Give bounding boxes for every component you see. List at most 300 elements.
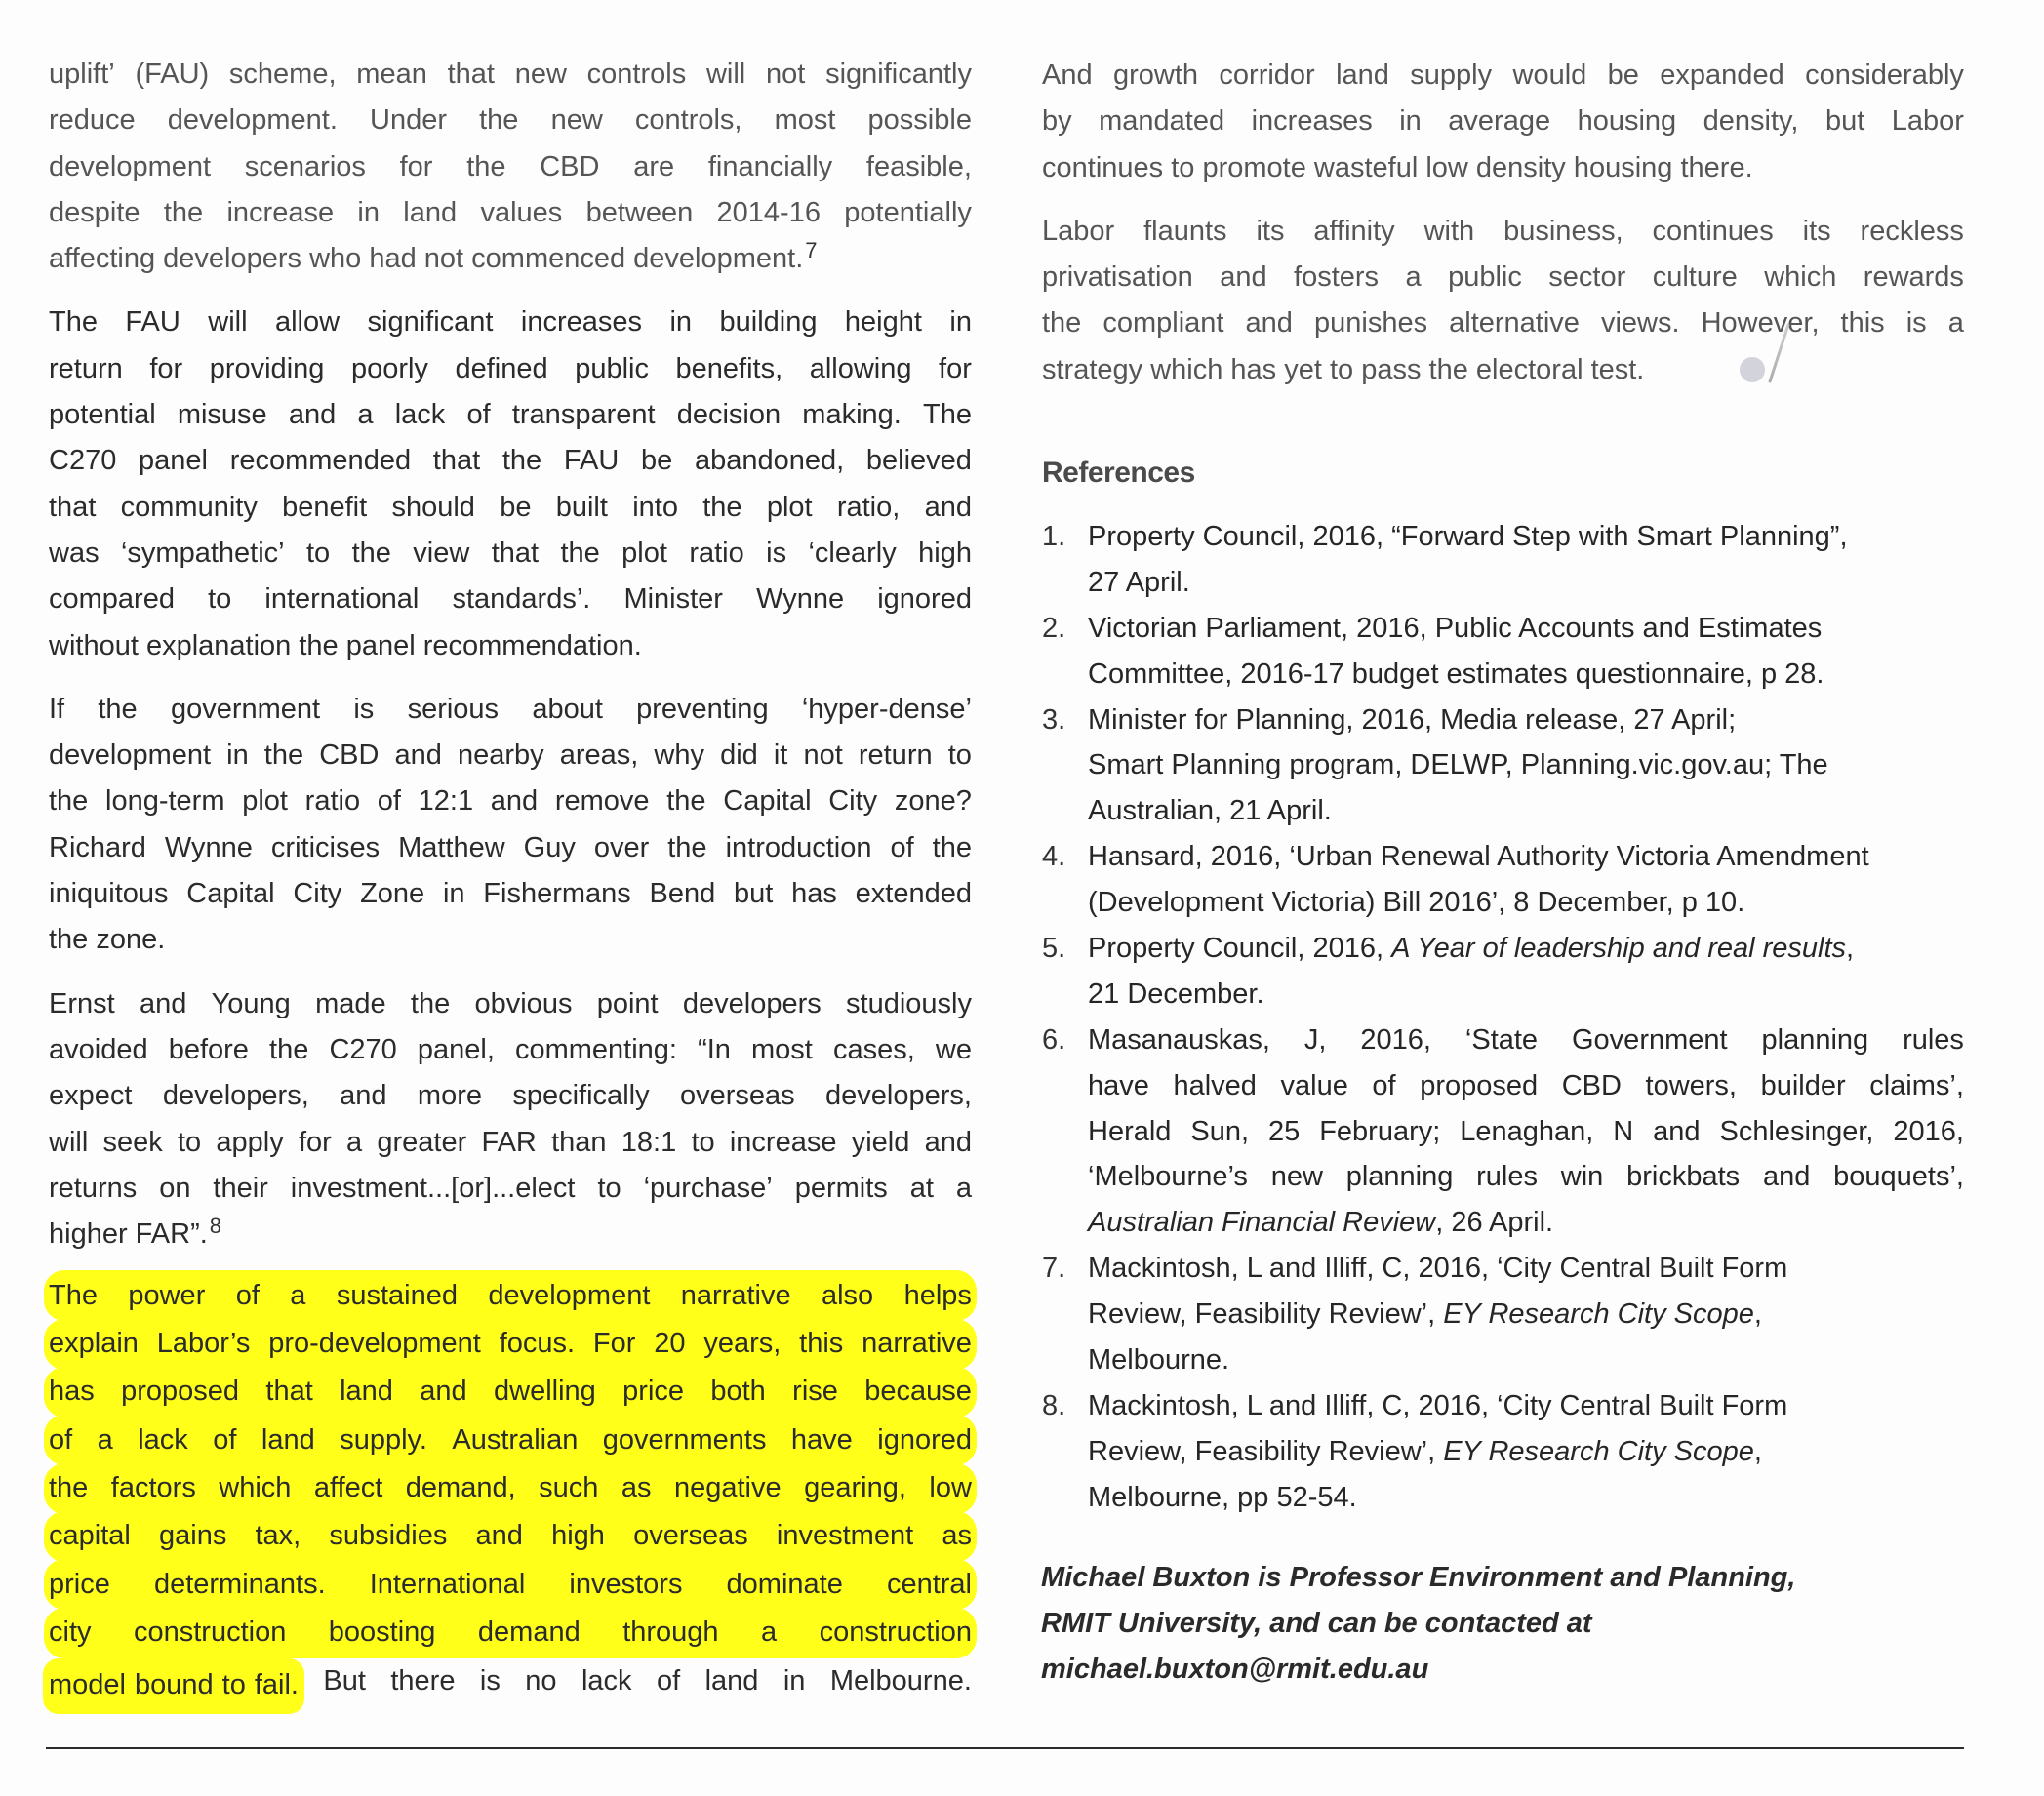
text-segment: investment...[or]...elect — [290, 1172, 576, 1204]
text-segment: significantly — [825, 59, 972, 90]
text-segment: with — [1423, 215, 1475, 247]
text-segment: 2016, — [1893, 1115, 1964, 1147]
highlighted-text: fail. — [254, 1668, 299, 1700]
text-segment: that — [49, 491, 97, 523]
text-segment: recommended — [229, 445, 412, 477]
text-line-content — [49, 1564, 972, 1605]
highlighted-text: tax, — [255, 1520, 301, 1552]
text-segment: would — [1512, 60, 1587, 91]
text-segment: Zone — [360, 878, 425, 910]
text-segment: financially — [707, 150, 833, 182]
text-segment: Labor — [1042, 215, 1115, 247]
text-segment: benefits, — [675, 352, 783, 384]
text-segment: of — [890, 831, 914, 863]
highlighted-text: demand, — [405, 1471, 516, 1503]
text-segment: mandated — [1099, 105, 1225, 138]
text-segment: the — [466, 150, 506, 182]
text-segment: why — [654, 739, 704, 772]
text-segment: Schlesinger, — [1719, 1115, 1874, 1147]
text-segment: in — [669, 306, 693, 339]
text-segment: in — [226, 739, 249, 772]
text-segment: iniquitous — [49, 878, 169, 910]
text-segment: made — [315, 987, 386, 1019]
highlighted-text: factors — [110, 1471, 196, 1503]
highlighted-text: land — [261, 1423, 315, 1456]
reference-number: 4. — [1042, 841, 1066, 873]
text-segment: , — [1846, 933, 1855, 965]
text-segment: business, — [1503, 215, 1623, 247]
text-segment: the — [560, 537, 600, 569]
text-segment: high — [918, 537, 972, 569]
text-segment: in — [1399, 105, 1422, 138]
text-segment: public — [575, 352, 649, 384]
text-segment: has — [791, 878, 837, 910]
text-segment: Review, Feasibility Review’, — [1088, 1298, 1444, 1331]
text-line-content — [49, 1468, 972, 1509]
text-line — [49, 917, 972, 963]
text-segment: views. — [1600, 307, 1680, 339]
text-segment: remove — [554, 785, 650, 818]
text-line-content — [49, 1073, 972, 1119]
text-line-content — [49, 1120, 972, 1166]
highlighted-text: this — [799, 1328, 844, 1360]
text-segment: in — [442, 878, 465, 910]
text-line-content — [49, 1613, 972, 1654]
author-bio-text: RMIT University, and can be contacted at — [1041, 1608, 1592, 1639]
text-segment: developers, — [162, 1080, 309, 1112]
text-segment: win — [1560, 1161, 1604, 1193]
text-segment: this — [1840, 307, 1885, 339]
text-segment: 2016, — [1360, 1023, 1431, 1056]
reference-number: 3. — [1042, 703, 1066, 736]
text-line — [1088, 652, 1964, 698]
text-line — [1088, 1246, 1964, 1292]
highlighted-text: both — [710, 1376, 766, 1408]
text-segment: ‘State — [1464, 1023, 1539, 1056]
highlighted-text: power — [128, 1279, 206, 1311]
text-line-content — [49, 98, 972, 143]
text-segment: ignored — [877, 583, 972, 616]
text-line — [1042, 300, 1964, 346]
highlighted-text: governments — [602, 1423, 767, 1456]
text-segment: claims’, — [1869, 1069, 1964, 1101]
text-segment: significant — [367, 306, 494, 339]
text-segment: the — [667, 831, 707, 863]
text-segment: introduction — [725, 831, 872, 863]
reference-number: 8. — [1042, 1389, 1066, 1421]
text-segment: land — [403, 196, 458, 228]
text-segment: specifically — [512, 1080, 650, 1112]
text-segment: ratio — [304, 785, 361, 818]
text-segment: providing — [209, 352, 325, 384]
text-segment: the — [1042, 307, 1082, 339]
text-line-content — [1088, 1429, 1762, 1475]
highlighted-text: the — [49, 1471, 89, 1503]
text-segment: CBD — [1561, 1069, 1622, 1101]
text-segment: its — [1256, 215, 1285, 247]
text-segment: to — [597, 1172, 621, 1204]
text-segment: Capital — [723, 785, 812, 818]
text-line — [49, 392, 972, 438]
text-segment: building — [719, 306, 818, 339]
text-line — [1088, 788, 1964, 834]
text-segment: long-term — [105, 785, 225, 818]
text-segment: to — [208, 583, 232, 616]
text-line — [49, 981, 972, 1027]
text-segment: be — [641, 445, 673, 477]
text-segment: no — [525, 1664, 557, 1696]
text-line — [1088, 1018, 1964, 1063]
text-segment: considerably — [1805, 60, 1964, 91]
text-line-content — [1088, 742, 1828, 788]
text-segment: to — [305, 537, 331, 569]
reference-number: 2. — [1042, 612, 1066, 644]
text-segment: J, — [1303, 1023, 1327, 1056]
paragraph — [49, 52, 972, 282]
text-line — [49, 1324, 972, 1370]
highlighted-text: lack — [138, 1423, 188, 1456]
text-segment: avoided — [49, 1033, 148, 1065]
text-segment: government — [170, 693, 321, 725]
text-line — [49, 1073, 972, 1119]
text-line-content — [1042, 99, 1964, 144]
text-segment: the zone. — [49, 924, 166, 956]
text-segment: overseas — [679, 1080, 795, 1112]
text-segment: Minister — [623, 583, 723, 616]
text-segment: the — [666, 785, 706, 818]
text-segment: for — [399, 150, 433, 182]
text-segment: planning — [1345, 1161, 1454, 1193]
text-segment: areas, — [559, 739, 639, 772]
text-line-content — [49, 144, 972, 190]
text-segment: rewards — [1863, 261, 1964, 294]
text-segment: the — [410, 987, 451, 1019]
text-segment: FAU — [125, 306, 180, 339]
text-segment: its — [1802, 215, 1831, 247]
text-segment: Australian, 21 April. — [1088, 795, 1332, 827]
highlighted-text: focus. — [499, 1328, 576, 1360]
end-mark-icon — [1740, 357, 1765, 382]
text-segment: for — [939, 352, 972, 384]
text-segment: The — [923, 399, 972, 431]
reference-number: 6. — [1042, 1023, 1066, 1056]
text-segment: the — [351, 537, 391, 569]
text-segment: and — [340, 1080, 387, 1112]
text-segment: new — [550, 104, 603, 137]
text-segment: continues — [1652, 215, 1774, 247]
text-segment: most — [774, 104, 836, 137]
text-segment: obvious — [474, 987, 573, 1019]
text-segment: However, — [1701, 307, 1820, 339]
highlighted-text: rise — [792, 1376, 838, 1408]
text-line-content — [1042, 255, 1964, 300]
text-line-content — [49, 1275, 972, 1316]
text-segment: public — [1448, 261, 1522, 294]
highlighted-text: city — [49, 1616, 92, 1648]
text-segment: FAU — [563, 445, 620, 477]
text-segment: making. — [802, 399, 902, 431]
text-segment: Property Council, 2016, “Forward Step with Smart Planning”, — [1088, 521, 1848, 552]
highlighted-text: dominate — [726, 1568, 843, 1600]
text-line — [1042, 53, 1964, 99]
text-line-content — [1088, 698, 1736, 743]
text-segment: , — [1753, 1298, 1762, 1331]
text-segment: and — [139, 987, 187, 1019]
reference-item — [1042, 1383, 1964, 1521]
text-segment: of — [466, 399, 491, 431]
text-line — [49, 98, 972, 143]
text-segment: criticises — [270, 831, 381, 863]
text-segment: (FAU) — [135, 59, 210, 90]
text-segment: international — [264, 583, 420, 616]
italic-title: Australian Financial Review — [1088, 1207, 1436, 1239]
text-segment: to — [947, 739, 972, 772]
text-segment: between — [585, 196, 694, 228]
text-segment: Lenaghan, — [1460, 1115, 1594, 1147]
text-line-content — [1088, 1063, 1964, 1109]
text-segment: density, — [1703, 105, 1799, 138]
text-segment: corridor — [1219, 60, 1315, 91]
text-segment: FAR — [481, 1126, 537, 1158]
text-segment: halved — [1173, 1069, 1257, 1101]
text-segment: over — [593, 831, 650, 863]
highlighted-text: gains — [159, 1520, 227, 1552]
text-segment: Capital — [186, 878, 275, 910]
text-line — [49, 687, 972, 733]
text-segment: and — [288, 399, 337, 431]
text-segment: proposed — [1420, 1069, 1539, 1101]
text-line — [49, 1468, 972, 1514]
text-line — [1088, 1292, 1964, 1337]
text-line — [1088, 972, 1964, 1018]
text-line-content — [1088, 834, 1869, 880]
text-segment: by — [1042, 105, 1072, 138]
highlighted-text: demand — [477, 1616, 581, 1648]
text-segment: was — [49, 537, 100, 569]
text-line — [1088, 1475, 1964, 1521]
text-segment: point — [596, 987, 659, 1019]
paragraph — [49, 687, 972, 964]
highlighted-text: price — [622, 1376, 685, 1408]
highlighted-text: 20 — [654, 1328, 686, 1360]
text-segment: without explanation the panel recommendation. — [49, 629, 642, 661]
text-segment: growth — [1112, 60, 1199, 91]
text-segment: be — [1607, 60, 1639, 91]
text-segment: standards’. — [452, 583, 591, 616]
text-segment: but — [734, 878, 774, 910]
text-segment: compared — [49, 583, 175, 616]
highlighted-text: Labor’s — [156, 1328, 251, 1360]
text-segment: Melbourne, pp 52-54. — [1088, 1481, 1357, 1513]
text-segment: scenarios — [244, 150, 366, 182]
text-line — [49, 733, 972, 778]
text-line-content — [49, 733, 972, 778]
text-line — [49, 144, 972, 190]
text-segment: benefit — [282, 491, 368, 523]
text-segment: Fishermans — [483, 878, 631, 910]
text-segment: Property Council, 2016, — [1088, 933, 1392, 965]
text-segment: Mackintosh, L and Illiff, C, 2016, ‘City Central Built Form — [1088, 1389, 1788, 1421]
text-segment: should — [391, 491, 475, 523]
text-line — [49, 577, 972, 622]
text-line — [49, 1027, 972, 1073]
author-bio — [1041, 1555, 1963, 1693]
text-segment: mean — [356, 59, 427, 90]
highlighted-text: high — [551, 1520, 605, 1552]
highlighted-text: as — [621, 1471, 652, 1503]
text-segment: in — [357, 196, 380, 228]
text-line-content — [1088, 788, 1332, 834]
italic-title: EY Research City Scope — [1443, 1298, 1754, 1331]
text-segment: serious — [407, 693, 500, 725]
text-segment: controls, — [634, 104, 742, 137]
author-email[interactable]: michael.buxton@rmit.edu.au — [1041, 1654, 1429, 1685]
text-segment: new — [514, 59, 567, 90]
text-segment: culture — [1652, 261, 1738, 294]
text-segment: panel — [139, 445, 208, 477]
text-segment: higher FAR”. — [49, 1218, 208, 1251]
paragraph — [49, 1275, 972, 1704]
footnote-marker[interactable]: 8 — [209, 1214, 222, 1239]
text-segment: But — [323, 1664, 366, 1696]
text-segment: Young — [211, 987, 291, 1019]
text-line-content — [1088, 926, 1854, 972]
text-segment: flaunts — [1143, 215, 1227, 247]
highlighted-text: and — [420, 1376, 467, 1408]
text-segment: potentially — [844, 196, 972, 228]
text-segment: the — [501, 445, 542, 477]
highlighted-text: that — [265, 1376, 313, 1408]
highlighted-text: explain — [49, 1328, 139, 1360]
reference-item — [1042, 1246, 1964, 1383]
text-segment: 25 — [1267, 1115, 1301, 1147]
text-line-content — [1088, 514, 1848, 560]
text-segment: bouquets’, — [1833, 1161, 1964, 1193]
text-segment: the — [98, 693, 138, 725]
text-segment: have — [1088, 1069, 1149, 1101]
text-segment: C270 — [49, 445, 117, 477]
text-segment: controls — [586, 59, 687, 90]
text-segment: development. — [167, 104, 338, 137]
italic-title: EY Research City Scope — [1443, 1435, 1754, 1467]
text-segment: new — [1270, 1161, 1323, 1193]
highlighted-text: negative — [673, 1471, 782, 1503]
author-bio-line — [1041, 1647, 1963, 1693]
text-segment: defined — [455, 352, 548, 384]
text-line-content — [49, 236, 818, 282]
text-line-content — [1042, 53, 1964, 99]
text-segment: permits — [794, 1172, 888, 1204]
highlighted-text: proposed — [121, 1376, 240, 1408]
highlighted-text: model — [49, 1668, 126, 1700]
text-segment: a — [1947, 307, 1964, 339]
text-line-content — [1088, 1383, 1787, 1429]
highlighted-text: and — [475, 1520, 523, 1552]
text-line — [1088, 926, 1964, 972]
text-segment: development — [49, 739, 212, 772]
text-segment: a — [357, 399, 374, 431]
text-segment: towers, — [1645, 1069, 1737, 1101]
text-segment: Herald — [1088, 1115, 1172, 1147]
text-segment: increase — [729, 1126, 837, 1158]
text-line — [1042, 99, 1964, 144]
text-line — [49, 438, 972, 484]
text-segment: will — [705, 59, 746, 90]
text-line-content — [49, 190, 972, 236]
text-segment: Minister for Planning, 2016, Media release, 27 April; — [1088, 703, 1737, 736]
text-line — [1088, 1337, 1964, 1383]
text-line-content — [49, 299, 972, 345]
text-line — [49, 52, 972, 98]
text-segment: seek — [102, 1126, 163, 1158]
text-line — [49, 623, 972, 669]
highlighted-text: Australian — [452, 1423, 579, 1456]
text-segment: brickbats — [1626, 1161, 1741, 1193]
text-segment: Richard — [49, 831, 146, 863]
text-segment: for — [298, 1126, 332, 1158]
text-line — [49, 1564, 972, 1610]
left-column — [49, 52, 972, 1722]
highlighted-text: low — [929, 1471, 972, 1503]
text-line — [49, 1613, 972, 1658]
text-segment: of — [377, 785, 401, 818]
text-line — [1088, 880, 1964, 926]
highlighted-text: such — [539, 1471, 599, 1503]
text-line-content — [1042, 347, 1644, 393]
text-segment: that — [447, 59, 495, 90]
text-segment: nearby — [457, 739, 544, 772]
text-segment: and — [394, 739, 442, 772]
text-segment: preventing — [636, 693, 769, 725]
text-line-content — [49, 1212, 221, 1257]
highlighted-text: investors — [569, 1568, 683, 1600]
text-segment: about — [532, 693, 603, 725]
text-segment: sector — [1548, 261, 1626, 294]
text-line — [49, 1372, 972, 1417]
text-segment: than — [551, 1126, 607, 1158]
highlighted-text: of — [49, 1423, 73, 1456]
text-segment: affinity — [1313, 215, 1395, 247]
highlighted-text: construction — [133, 1616, 287, 1648]
text-line-content — [49, 1324, 972, 1365]
text-segment: strategy which has yet to pass the electoral test. — [1042, 353, 1645, 385]
highlighted-text: years, — [703, 1328, 782, 1360]
text-segment: returns — [49, 1172, 138, 1204]
text-line-content — [1088, 1154, 1964, 1200]
highlighted-text: For — [592, 1328, 636, 1360]
text-segment: feasible, — [865, 150, 972, 182]
text-line — [49, 299, 972, 345]
highlighted-text: land — [340, 1376, 393, 1408]
text-segment: return — [49, 352, 123, 384]
highlighted-text: of — [213, 1423, 237, 1456]
highlighted-text: narrative — [862, 1328, 972, 1360]
footnote-marker[interactable]: 7 — [805, 238, 818, 263]
text-segment: “In — [698, 1033, 731, 1065]
highlighted-text: because — [864, 1376, 972, 1408]
text-segment: 21 December. — [1088, 978, 1264, 1010]
text-line-content — [49, 577, 972, 622]
text-segment: abandoned, — [694, 445, 845, 477]
text-line-content — [49, 825, 972, 871]
highlighted-text: has — [49, 1376, 95, 1408]
author-bio-text: Michael Buxton is Professor Environment and Planning, — [1041, 1562, 1796, 1593]
text-line — [1042, 145, 1964, 191]
text-segment: misuse — [177, 399, 267, 431]
text-line-content — [49, 778, 972, 824]
text-segment: developers, — [825, 1080, 972, 1112]
text-segment: not — [803, 739, 843, 772]
